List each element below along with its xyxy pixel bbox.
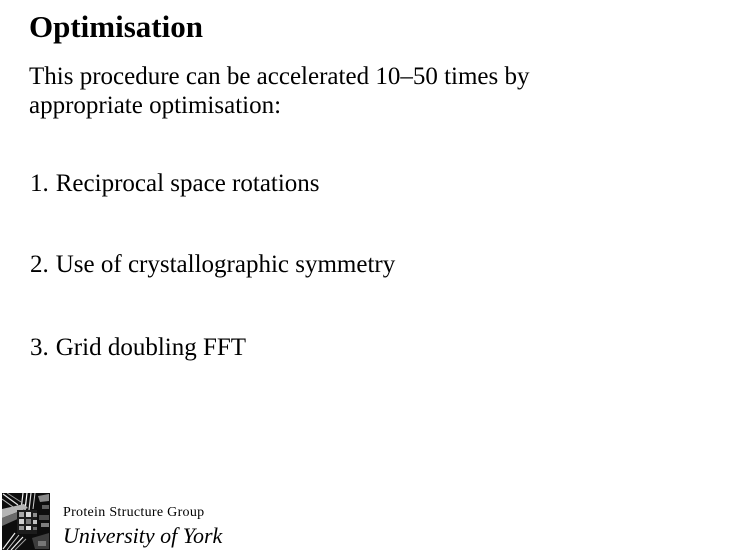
intro-paragraph — [29, 62, 529, 120]
list-item-2 — [30, 250, 395, 279]
intro-line-2: appropriate optimisation: — [29, 92, 282, 119]
list-item-3-label: Grid doubling FFT — [55, 334, 247, 361]
protein-crystallography-logo-icon — [2, 493, 50, 550]
footer-group-name: Protein Structure Group — [63, 505, 205, 520]
list-item-1-label: Reciprocal space rotations — [55, 170, 320, 197]
list-item-2-number: 2. — [30, 251, 49, 278]
intro-line-1: This procedure can be accelerated 10–50 times by — [29, 63, 530, 90]
slide-title: Optimisation — [29, 9, 203, 44]
list-item-1-number: 1. — [30, 170, 49, 197]
footer-university-name: University of York — [63, 523, 223, 548]
footer-text-block — [63, 505, 222, 548]
list-item-1 — [30, 169, 320, 198]
list-item-3-number: 3. — [30, 334, 49, 361]
list-item-2-label: Use of crystallographic symmetry — [55, 251, 396, 278]
list-item-3 — [30, 333, 246, 362]
